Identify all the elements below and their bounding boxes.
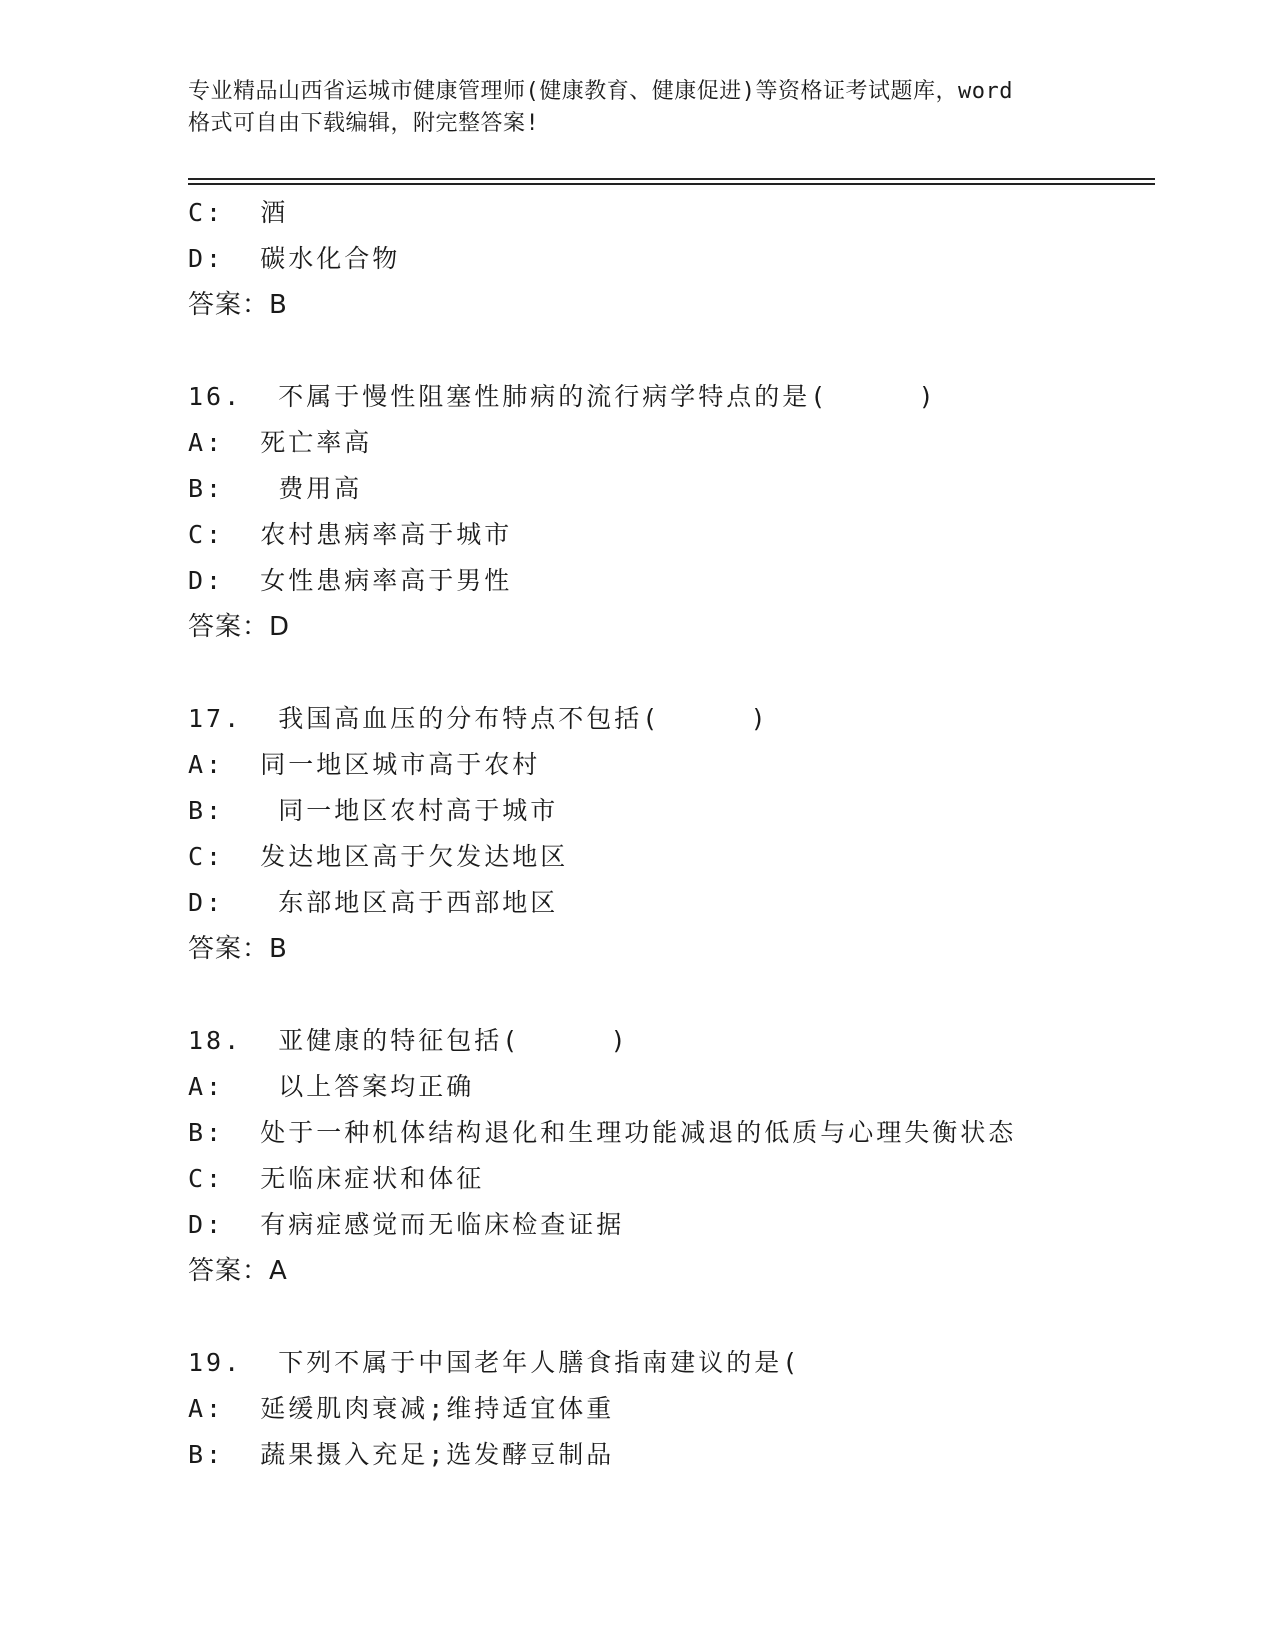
header-divider-top xyxy=(188,178,1155,180)
option-c: C: 农村患病率高于城市 xyxy=(188,520,513,549)
question-block-19 xyxy=(188,1340,1168,1478)
question-text: 19. 下列不属于中国老年人膳食指南建议的是( xyxy=(188,1348,801,1377)
option-a: A: 同一地区城市高于农村 xyxy=(188,750,541,779)
option-d: D: 东部地区高于西部地区 xyxy=(188,888,559,917)
document-header xyxy=(188,76,1088,140)
option-b: B: 蔬果摄入充足;选发酵豆制品 xyxy=(188,1440,615,1469)
option-d: D: 有病症感觉而无临床检查证据 xyxy=(188,1210,625,1239)
answer-label: 答案：B xyxy=(188,934,288,964)
question-block-18 xyxy=(188,1018,1168,1294)
question-text: 17. 我国高血压的分布特点不包括( ) xyxy=(188,704,769,733)
question-block-15 xyxy=(188,190,1168,328)
spacer xyxy=(188,972,1168,1018)
option-c: C: 酒 xyxy=(188,198,289,227)
question-text: 16. 不属于慢性阻塞性肺病的流行病学特点的是( ) xyxy=(188,382,937,411)
option-c: C: 发达地区高于欠发达地区 xyxy=(188,842,569,871)
option-a: A: 以上答案均正确 xyxy=(188,1072,475,1101)
option-d: D: 女性患病率高于男性 xyxy=(188,566,513,595)
spacer xyxy=(188,1294,1168,1340)
answer-label: 答案：A xyxy=(188,1256,288,1286)
option-b: B: 费用高 xyxy=(188,474,363,503)
question-list xyxy=(188,190,1168,1478)
option-b: B: 同一地区农村高于城市 xyxy=(188,796,559,825)
header-line-1: 专业精品山西省运城市健康管理师(健康教育、健康促进)等资格证考试题库，word xyxy=(188,79,1013,104)
question-block-16 xyxy=(188,374,1168,650)
spacer xyxy=(188,650,1168,696)
option-a: A: 延缓肌肉衰减;维持适宜体重 xyxy=(188,1394,615,1423)
header-line-2: 格式可自由下载编辑，附完整答案! xyxy=(188,111,540,136)
answer-label: 答案：B xyxy=(188,290,288,320)
spacer xyxy=(188,328,1168,374)
header-divider-bottom xyxy=(188,183,1155,185)
question-block-17 xyxy=(188,696,1168,972)
option-b: B: 处于一种机体结构退化和生理功能减退的低质与心理失衡状态 xyxy=(188,1118,1017,1147)
answer-label: 答案：D xyxy=(188,612,291,642)
question-text: 18. 亚健康的特征包括( ) xyxy=(188,1026,629,1055)
option-c: C: 无临床症状和体征 xyxy=(188,1164,485,1193)
option-a: A: 死亡率高 xyxy=(188,428,373,457)
option-d: D: 碳水化合物 xyxy=(188,244,401,273)
